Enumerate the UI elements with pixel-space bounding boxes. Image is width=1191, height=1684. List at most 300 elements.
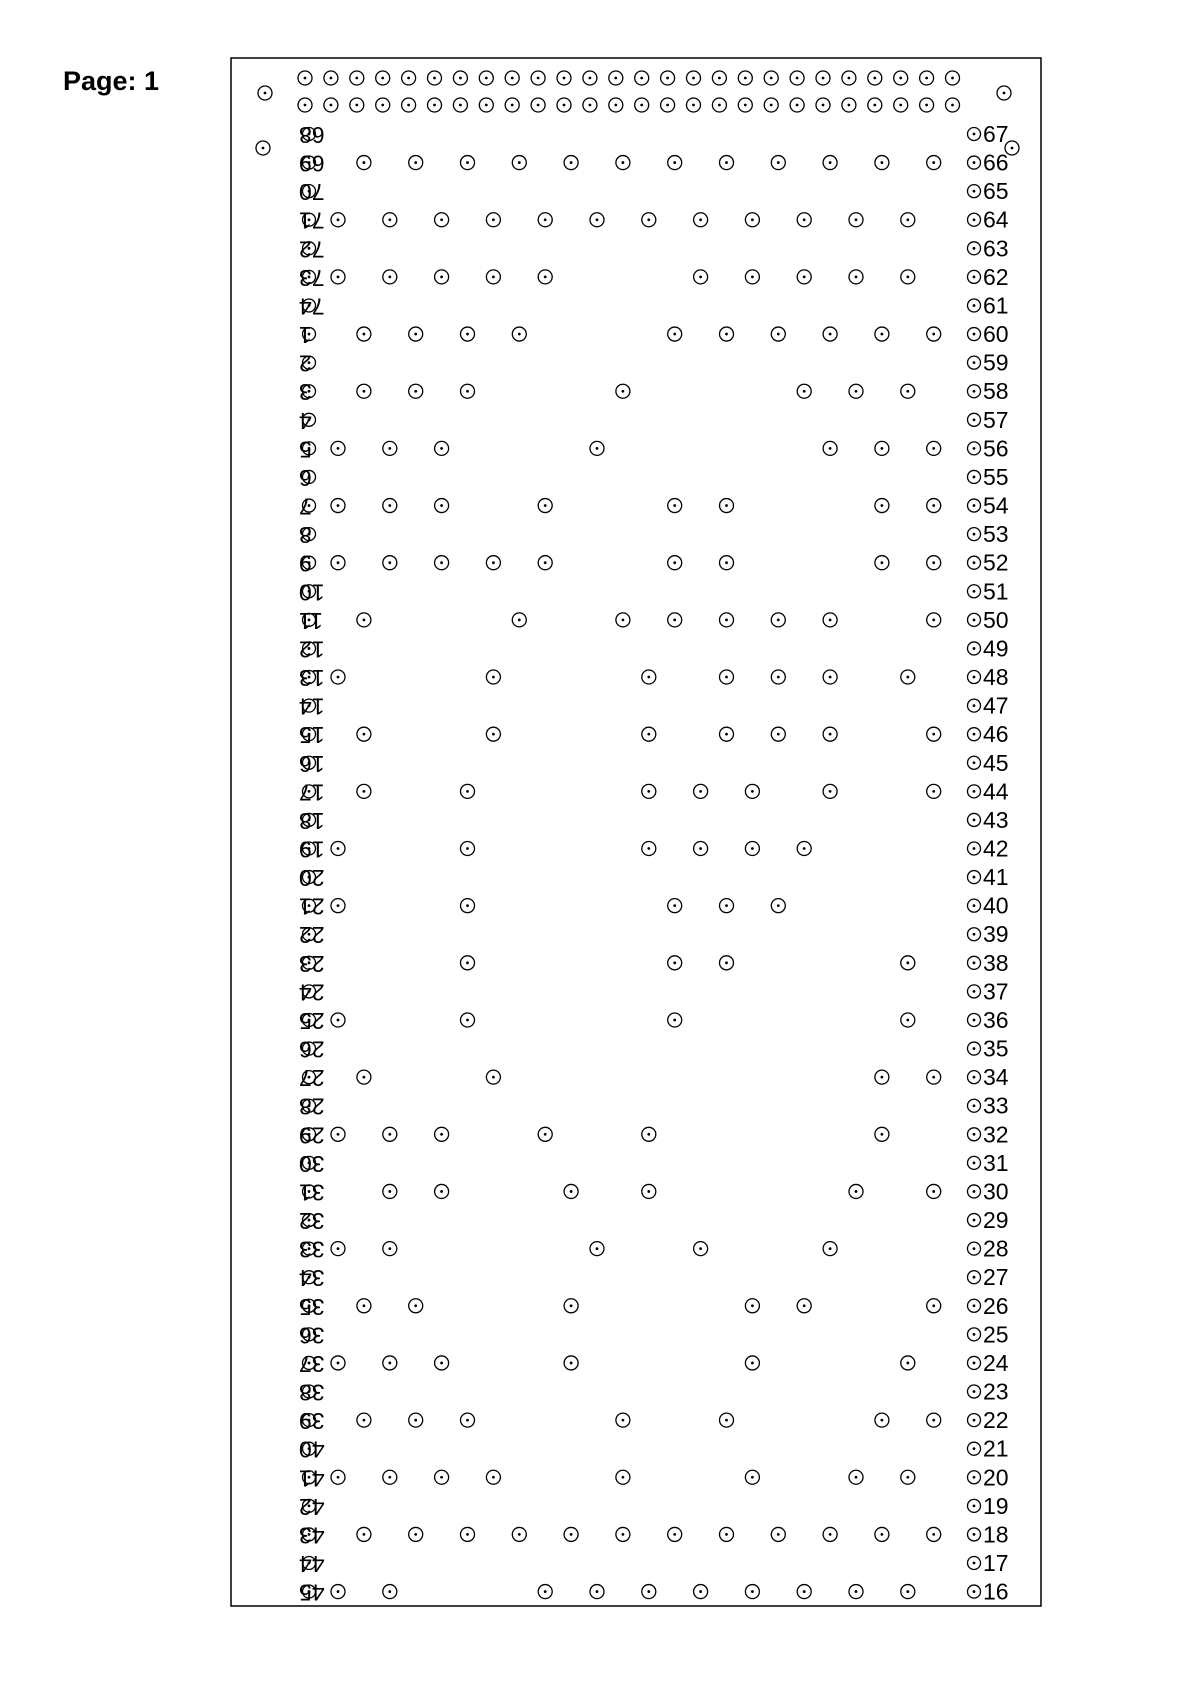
grid-hole xyxy=(409,327,423,341)
left-pin-label: 1 xyxy=(299,322,312,349)
grid-hole xyxy=(590,1585,604,1599)
grid-hole xyxy=(720,956,734,970)
top-hole xyxy=(687,98,701,112)
right-pin-hole xyxy=(968,1242,981,1255)
right-pin-label: 52 xyxy=(983,549,1009,576)
right-pin-label: 21 xyxy=(983,1435,1009,1462)
grid-hole xyxy=(875,441,889,455)
right-pin-hole xyxy=(968,385,981,398)
right-pin-label: 53 xyxy=(983,521,1009,548)
grid-hole xyxy=(875,327,889,341)
grid-hole xyxy=(383,441,397,455)
grid-hole xyxy=(564,1356,578,1370)
grid-hole xyxy=(927,613,941,627)
left-pin-label: 34 xyxy=(299,1265,325,1292)
right-pin-hole xyxy=(968,1585,981,1598)
left-pin-label: 16 xyxy=(299,750,325,777)
grid-hole xyxy=(720,556,734,570)
right-pin-label: 16 xyxy=(983,1578,1009,1605)
right-pin-hole xyxy=(968,699,981,712)
grid-hole xyxy=(616,1470,630,1484)
right-pin-label: 58 xyxy=(983,378,1009,405)
right-pin-label: 17 xyxy=(983,1550,1009,1576)
top-hole xyxy=(453,71,467,85)
left-pin-label: 26 xyxy=(299,1036,325,1063)
grid-hole xyxy=(668,613,682,627)
grid-hole xyxy=(720,727,734,741)
grid-hole xyxy=(461,1013,475,1027)
top-hole xyxy=(738,71,752,85)
grid-hole xyxy=(849,1470,863,1484)
left-pin-label: 69 xyxy=(299,150,325,177)
corner-hole xyxy=(258,86,272,100)
top-hole xyxy=(920,98,934,112)
right-pin-hole xyxy=(968,842,981,855)
left-pin-label: 2 xyxy=(299,350,312,377)
right-pin-hole xyxy=(968,270,981,283)
right-pin-label: 51 xyxy=(983,578,1009,605)
right-pin-label: 55 xyxy=(983,463,1009,490)
right-pin-hole xyxy=(968,499,981,512)
top-hole xyxy=(816,71,830,85)
left-pin-label: 23 xyxy=(299,950,325,977)
grid-hole xyxy=(849,1184,863,1198)
grid-hole xyxy=(694,784,708,798)
right-pin-label: 46 xyxy=(983,721,1009,748)
top-hole-rows xyxy=(298,71,960,112)
grid-hole xyxy=(797,842,811,856)
right-pin-label: 39 xyxy=(983,921,1009,948)
grid-hole xyxy=(745,213,759,227)
grid-hole xyxy=(538,213,552,227)
grid-hole xyxy=(823,613,837,627)
right-pin-hole xyxy=(968,413,981,426)
right-pin-label: 49 xyxy=(983,635,1009,662)
grid-hole xyxy=(927,499,941,513)
left-pin-label: 74 xyxy=(299,293,325,320)
grid-hole xyxy=(564,1184,578,1198)
grid-hole xyxy=(875,1527,889,1541)
grid-hole xyxy=(745,1299,759,1313)
grid-hole xyxy=(901,670,915,684)
left-pin-label: 72 xyxy=(299,236,325,263)
grid-hole xyxy=(357,327,371,341)
grid-hole xyxy=(745,1470,759,1484)
top-hole xyxy=(790,98,804,112)
right-pin-label: 66 xyxy=(983,149,1009,176)
grid-hole xyxy=(357,1299,371,1313)
left-pin-label: 14 xyxy=(299,693,325,720)
right-pin-hole xyxy=(968,585,981,598)
grid-hole xyxy=(331,670,345,684)
right-pin-label: 48 xyxy=(983,664,1009,691)
grid-hole xyxy=(331,1013,345,1027)
right-pin-hole xyxy=(968,1271,981,1284)
top-hole xyxy=(376,98,390,112)
right-pin-label: 41 xyxy=(983,864,1009,891)
grid-hole xyxy=(435,270,449,284)
right-pin-hole xyxy=(968,156,981,169)
right-pin-label: 28 xyxy=(983,1235,1009,1262)
grid-hole xyxy=(331,899,345,913)
top-hole xyxy=(764,71,778,85)
grid-hole xyxy=(927,1413,941,1427)
grid-hole xyxy=(901,1470,915,1484)
grid-hole xyxy=(849,384,863,398)
left-pin-label: 71 xyxy=(299,207,325,234)
grid-hole xyxy=(486,670,500,684)
grid-hole xyxy=(383,499,397,513)
grid-hole xyxy=(823,441,837,455)
grid-hole xyxy=(901,270,915,284)
right-pin-label: 47 xyxy=(983,692,1009,719)
right-pin-label: 23 xyxy=(983,1378,1009,1405)
board-border xyxy=(231,58,1041,1606)
top-hole xyxy=(298,98,312,112)
right-pin-hole xyxy=(968,556,981,569)
right-pin-label: 40 xyxy=(983,892,1009,919)
right-pin-hole xyxy=(968,1156,981,1169)
right-pin-hole xyxy=(968,1185,981,1198)
grid-hole xyxy=(435,1356,449,1370)
grid-hole xyxy=(771,899,785,913)
grid-hole xyxy=(823,156,837,170)
top-hole xyxy=(428,71,442,85)
grid-hole xyxy=(720,670,734,684)
grid-hole xyxy=(694,1585,708,1599)
right-pin-hole xyxy=(968,1414,981,1427)
right-pin-label: 60 xyxy=(983,321,1009,348)
grid-hole xyxy=(461,842,475,856)
right-pin-label: 29 xyxy=(983,1207,1009,1234)
right-pin-hole xyxy=(968,985,981,998)
grid-hole xyxy=(357,156,371,170)
grid-hole xyxy=(512,1527,526,1541)
grid-hole xyxy=(357,384,371,398)
top-hole xyxy=(479,71,493,85)
grid-hole xyxy=(461,327,475,341)
grid-hole xyxy=(461,956,475,970)
left-pin-label: 43 xyxy=(299,1522,325,1549)
left-pin-label: 10 xyxy=(299,579,325,606)
left-pin-label: 32 xyxy=(299,1208,325,1235)
grid-hole xyxy=(331,499,345,513)
grid-hole xyxy=(720,899,734,913)
left-pin-label: 42 xyxy=(299,1493,325,1520)
top-hole xyxy=(428,98,442,112)
grid-hole xyxy=(694,842,708,856)
right-pin-hole xyxy=(968,1099,981,1112)
grid-hole xyxy=(564,156,578,170)
top-hole xyxy=(661,98,675,112)
top-hole xyxy=(712,71,726,85)
grid-hole xyxy=(823,670,837,684)
top-hole xyxy=(946,71,960,85)
grid-hole xyxy=(771,670,785,684)
grid-hole xyxy=(771,727,785,741)
right-pin-label: 32 xyxy=(983,1121,1009,1148)
grid-hole xyxy=(435,1470,449,1484)
right-pin-hole xyxy=(968,1442,981,1455)
grid-hole xyxy=(461,156,475,170)
right-pin-hole xyxy=(968,442,981,455)
right-pin-hole xyxy=(968,756,981,769)
left-pin-label: 45 xyxy=(299,1579,325,1606)
grid-hole xyxy=(383,1356,397,1370)
top-hole xyxy=(609,71,623,85)
top-hole xyxy=(324,98,338,112)
grid-hole xyxy=(331,842,345,856)
right-pin-label: 26 xyxy=(983,1292,1009,1319)
left-pin-label: 17 xyxy=(299,779,325,806)
grid-hole xyxy=(797,1585,811,1599)
grid-hole xyxy=(383,213,397,227)
left-pin-label: 27 xyxy=(299,1065,325,1092)
left-pin-label: 29 xyxy=(299,1122,325,1149)
top-hole xyxy=(324,71,338,85)
top-hole xyxy=(531,71,545,85)
left-pin-label: 44 xyxy=(299,1551,325,1577)
grid-hole xyxy=(357,727,371,741)
grid-hole xyxy=(616,156,630,170)
right-pin-label: 34 xyxy=(983,1064,1009,1091)
top-hole xyxy=(531,98,545,112)
grid-hole xyxy=(694,1242,708,1256)
left-pin-label: 4 xyxy=(299,407,312,434)
grid-hole xyxy=(616,613,630,627)
grid-hole xyxy=(538,1585,552,1599)
grid-hole xyxy=(383,1585,397,1599)
top-hole xyxy=(764,98,778,112)
grid-hole xyxy=(823,727,837,741)
grid-hole xyxy=(668,956,682,970)
right-pin-hole xyxy=(968,1385,981,1398)
left-pin-label: 19 xyxy=(299,836,325,863)
left-pin-label: 70 xyxy=(299,179,325,206)
left-pin-label: 6 xyxy=(299,464,312,491)
grid-hole xyxy=(797,1299,811,1313)
left-pin-label: 39 xyxy=(299,1408,325,1435)
right-pin-hole xyxy=(968,1128,981,1141)
left-pin-label: 8 xyxy=(299,522,312,549)
left-pin-label: 15 xyxy=(299,722,325,749)
grid-hole xyxy=(331,270,345,284)
grid-hole xyxy=(901,1585,915,1599)
right-pin-label: 31 xyxy=(983,1149,1009,1176)
grid-hole xyxy=(383,556,397,570)
left-pin-label: 22 xyxy=(299,922,325,949)
right-pin-label: 22 xyxy=(983,1407,1009,1434)
hole-grid xyxy=(331,156,941,1599)
grid-hole xyxy=(668,556,682,570)
top-hole xyxy=(790,71,804,85)
grid-hole xyxy=(383,1242,397,1256)
grid-hole xyxy=(435,441,449,455)
left-pin-label: 31 xyxy=(299,1179,325,1206)
grid-hole xyxy=(564,1299,578,1313)
top-hole xyxy=(920,71,934,85)
right-pin-hole xyxy=(968,1042,981,1055)
grid-hole xyxy=(331,556,345,570)
grid-hole xyxy=(486,1470,500,1484)
top-hole xyxy=(712,98,726,112)
grid-hole xyxy=(331,441,345,455)
right-pin-label: 62 xyxy=(983,263,1009,290)
right-pin-label: 59 xyxy=(983,349,1009,376)
grid-hole xyxy=(720,327,734,341)
grid-hole xyxy=(486,556,500,570)
grid-hole xyxy=(331,1356,345,1370)
grid-hole xyxy=(590,1242,604,1256)
grid-hole xyxy=(409,1527,423,1541)
right-pin-label: 18 xyxy=(983,1521,1009,1548)
grid-hole xyxy=(357,1413,371,1427)
corner-hole xyxy=(997,86,1011,100)
grid-hole xyxy=(927,556,941,570)
right-pin-label: 24 xyxy=(983,1349,1009,1376)
grid-hole xyxy=(409,156,423,170)
grid-hole xyxy=(409,1413,423,1427)
grid-hole xyxy=(642,842,656,856)
grid-hole xyxy=(797,384,811,398)
grid-hole xyxy=(823,327,837,341)
right-pin-hole xyxy=(968,728,981,741)
right-pin-hole xyxy=(968,299,981,312)
top-hole xyxy=(609,98,623,112)
top-hole xyxy=(842,98,856,112)
top-hole xyxy=(402,71,416,85)
left-pin-label: 21 xyxy=(299,893,325,920)
grid-hole xyxy=(486,1070,500,1084)
grid-hole xyxy=(771,613,785,627)
right-pin-hole xyxy=(968,785,981,798)
right-pin-label: 25 xyxy=(983,1321,1009,1348)
grid-hole xyxy=(461,1413,475,1427)
right-pin-label: 38 xyxy=(983,949,1009,976)
top-hole xyxy=(868,98,882,112)
grid-hole xyxy=(357,1527,371,1541)
grid-hole xyxy=(875,1413,889,1427)
grid-hole xyxy=(642,1184,656,1198)
top-hole xyxy=(635,71,649,85)
left-pin-label: 40 xyxy=(299,1436,325,1463)
left-pin-column xyxy=(299,122,325,1606)
right-pin-label: 27 xyxy=(983,1264,1009,1291)
right-pin-label: 20 xyxy=(983,1464,1009,1491)
grid-hole xyxy=(668,327,682,341)
grid-hole xyxy=(901,213,915,227)
grid-hole xyxy=(668,156,682,170)
grid-hole xyxy=(668,1013,682,1027)
grid-hole xyxy=(435,556,449,570)
top-hole xyxy=(816,98,830,112)
grid-hole xyxy=(357,784,371,798)
grid-hole xyxy=(694,213,708,227)
right-pin-hole xyxy=(968,1328,981,1341)
grid-hole xyxy=(875,1127,889,1141)
right-pin-hole xyxy=(968,642,981,655)
grid-hole xyxy=(927,1527,941,1541)
grid-hole xyxy=(927,727,941,741)
top-hole xyxy=(557,71,571,85)
right-pin-hole xyxy=(968,1528,981,1541)
grid-hole xyxy=(512,613,526,627)
right-pin-label: 37 xyxy=(983,978,1009,1005)
grid-hole xyxy=(435,499,449,513)
left-pin-label: 36 xyxy=(299,1322,325,1349)
right-pin-label: 45 xyxy=(983,749,1009,776)
right-pin-label: 35 xyxy=(983,1035,1009,1062)
top-hole xyxy=(635,98,649,112)
left-pin-label: 3 xyxy=(299,379,312,406)
grid-hole xyxy=(383,1127,397,1141)
grid-hole xyxy=(538,1127,552,1141)
grid-hole xyxy=(771,327,785,341)
grid-hole xyxy=(745,842,759,856)
right-pin-hole xyxy=(968,1013,981,1026)
grid-hole xyxy=(720,156,734,170)
right-pin-label: 61 xyxy=(983,292,1009,319)
grid-hole xyxy=(642,1127,656,1141)
grid-hole xyxy=(357,1070,371,1084)
grid-hole xyxy=(383,1470,397,1484)
grid-hole xyxy=(797,213,811,227)
top-hole xyxy=(453,98,467,112)
grid-hole xyxy=(927,1184,941,1198)
grid-hole xyxy=(927,1070,941,1084)
grid-hole xyxy=(797,270,811,284)
grid-hole xyxy=(642,1585,656,1599)
right-pin-hole xyxy=(968,1299,981,1312)
right-pin-hole xyxy=(968,528,981,541)
top-hole xyxy=(505,71,519,85)
left-pin-label: 25 xyxy=(299,1007,325,1034)
right-pin-label: 33 xyxy=(983,1092,1009,1119)
left-pin-label: 41 xyxy=(299,1465,325,1492)
grid-hole xyxy=(901,1356,915,1370)
right-pin-label: 56 xyxy=(983,435,1009,462)
grid-hole xyxy=(590,441,604,455)
grid-hole xyxy=(745,1356,759,1370)
right-pin-hole xyxy=(968,671,981,684)
right-pin-label: 30 xyxy=(983,1178,1009,1205)
top-hole xyxy=(583,98,597,112)
top-hole xyxy=(376,71,390,85)
grid-hole xyxy=(616,1413,630,1427)
grid-hole xyxy=(357,613,371,627)
right-pin-label: 63 xyxy=(983,235,1009,262)
grid-hole xyxy=(927,441,941,455)
right-pin-label: 42 xyxy=(983,835,1009,862)
grid-hole xyxy=(668,899,682,913)
right-pin-label: 44 xyxy=(983,778,1009,805)
right-pin-hole xyxy=(968,871,981,884)
left-pin-label: 30 xyxy=(299,1150,325,1177)
grid-hole xyxy=(694,270,708,284)
top-hole xyxy=(894,98,908,112)
grid-hole xyxy=(849,270,863,284)
left-pin-label: 68 xyxy=(299,122,325,148)
right-pin-hole xyxy=(968,213,981,226)
grid-hole xyxy=(461,1527,475,1541)
grid-hole xyxy=(486,727,500,741)
right-pin-hole xyxy=(968,928,981,941)
top-hole xyxy=(350,71,364,85)
grid-hole xyxy=(927,1299,941,1313)
grid-hole xyxy=(875,499,889,513)
left-pin-label: 12 xyxy=(299,636,325,663)
grid-hole xyxy=(409,384,423,398)
